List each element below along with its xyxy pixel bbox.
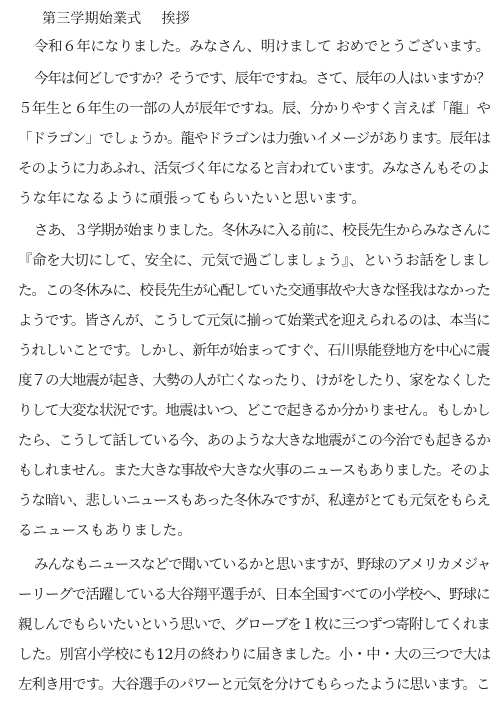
paragraph-line: した。別宮小学校にも12月の終わりに届きました。小・中・大の三つで大は — [18, 647, 491, 663]
paragraph-line: 令和６年になりました。みなさん、明けまして おめでとうございます。 — [34, 39, 490, 55]
paragraph-line: 『命を大切にして、安全に、元気で過ごしましょう』、というお話をしまし — [18, 253, 490, 269]
paragraph-line: 「ドラゴン」でしょうか。龍やドラゴンは力強いイメージがあります。辰年は — [18, 131, 491, 147]
paragraph-line: ５年生と６年生の一部の人が辰年ですね。辰、分かりやすく言えば「龍」や — [18, 101, 491, 117]
paragraph-line: 度７の大地震が起き、大勢の人が亡くなったり、けがをしたり、家をなくした — [18, 373, 491, 389]
paragraph-line: ようです。皆さんが、こうして元気に揃って始業式を迎えられるのは、本当に — [18, 313, 490, 329]
paragraph-line: たら、こうして話している今、あのような大きな地震がこの今治でも起きるか — [18, 433, 490, 449]
paragraph-line: ーリーグで活躍している大谷翔平選手が、日本全国すべての小学校へ、野球に — [18, 587, 490, 603]
paragraph-line: うな暗い、悲しいニュースもあった冬休みですが、私達がとても元気をもらえ — [18, 493, 491, 509]
paragraph-line: 左利き用です。大谷選手のパワーと元気を分けてもらったように思います。こ — [18, 677, 490, 693]
paragraph-line: るニュースもありました。 — [18, 523, 192, 539]
heading-subtitle: 挨拶 — [161, 11, 190, 27]
document-heading — [42, 10, 190, 28]
paragraph-line: もしれません。また大きな事故や大きな火事のニュースもありました。そのよ — [18, 463, 491, 479]
paragraph-line: そのように力あふれ、活気づく年になると言われています。みなさんもそのよ — [18, 161, 490, 177]
paragraph-line: 親しんでもらいたいという思いで、グローブを１枚に三つずつ寄附してくれま — [18, 617, 490, 633]
paragraph-line: りして大変な状況です。地震はいつ、どこで起きるか分かりません。もしかし — [18, 403, 491, 419]
heading-title: 第三学期始業式 — [42, 11, 142, 27]
paragraph-line: た。この冬休みに、校長先生が心配していた交通事故や大きな怪我はなかった — [18, 283, 490, 299]
paragraph-line: みんなもニュースなどで聞いているかと思いますが、野球のアメリカメジャ — [34, 557, 491, 573]
paragraph-line: さあ、３学期が始まりました。冬休みに入る前に、校長先生からみなさんに — [34, 223, 490, 239]
paragraph-line: 今年は何どしですか？そうです、辰年ですね。さて、辰年の人はいますか？ — [34, 71, 490, 87]
paragraph-line: うな年になるように頑張ってもらいたいと思います。 — [18, 191, 366, 207]
paragraph-line: うれしいことです。しかし、新年が始まってすぐ、石川県能登地方を中心に震 — [18, 343, 490, 359]
